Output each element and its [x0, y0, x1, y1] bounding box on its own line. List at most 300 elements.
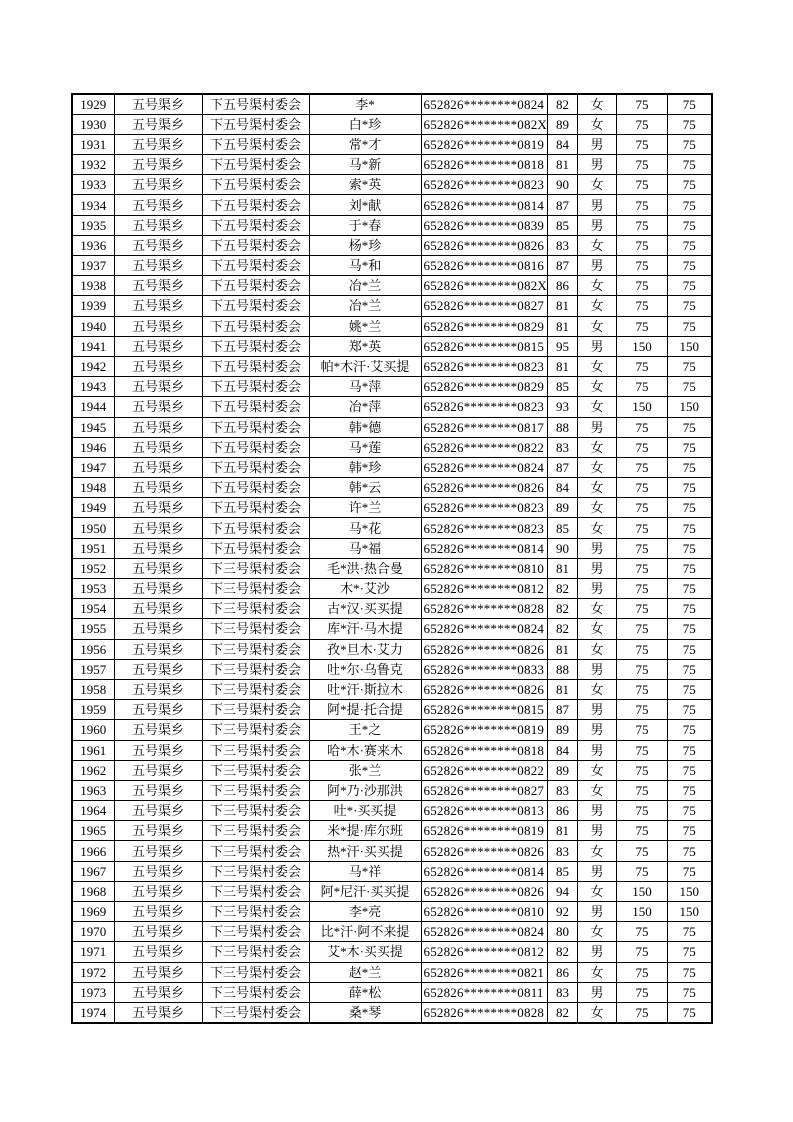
- cell-serial: 1969: [72, 902, 114, 922]
- cell-id_number: 652826********0823: [421, 397, 548, 417]
- cell-name: 李*: [309, 94, 421, 114]
- cell-gender: 女: [578, 94, 617, 114]
- cell-village: 下五号渠村委会: [202, 417, 309, 437]
- cell-amount_2: 75: [668, 720, 712, 740]
- cell-gender: 男: [578, 720, 617, 740]
- table-row: [72, 215, 712, 235]
- cell-age: 93: [548, 397, 578, 417]
- cell-township: 五号渠乡: [114, 316, 202, 336]
- cell-amount_1: 75: [617, 316, 668, 336]
- cell-serial: 1945: [72, 417, 114, 437]
- cell-village: 下三号渠村委会: [202, 861, 309, 881]
- cell-name: 吐*汗·斯拉木: [309, 679, 421, 699]
- cell-township: 五号渠乡: [114, 478, 202, 498]
- cell-village: 下三号渠村委会: [202, 639, 309, 659]
- cell-village: 下五号渠村委会: [202, 175, 309, 195]
- cell-name: 马*花: [309, 518, 421, 538]
- table-row: [72, 134, 712, 154]
- cell-amount_2: 75: [668, 740, 712, 760]
- cell-amount_1: 75: [617, 720, 668, 740]
- cell-township: 五号渠乡: [114, 579, 202, 599]
- cell-serial: 1974: [72, 1002, 114, 1022]
- cell-gender: 男: [578, 538, 617, 558]
- cell-id_number: 652826********0822: [421, 760, 548, 780]
- cell-serial: 1960: [72, 720, 114, 740]
- cell-village: 下三号渠村委会: [202, 619, 309, 639]
- cell-gender: 女: [578, 639, 617, 659]
- table-row: [72, 599, 712, 619]
- cell-township: 五号渠乡: [114, 175, 202, 195]
- cell-village: 下五号渠村委会: [202, 316, 309, 336]
- cell-name: 韩*云: [309, 478, 421, 498]
- cell-amount_2: 75: [668, 639, 712, 659]
- cell-amount_1: 75: [617, 659, 668, 679]
- cell-id_number: 652826********0810: [421, 902, 548, 922]
- cell-name: 马*莲: [309, 437, 421, 457]
- cell-amount_2: 75: [668, 114, 712, 134]
- cell-age: 84: [548, 478, 578, 498]
- cell-amount_1: 75: [617, 679, 668, 699]
- cell-gender: 女: [578, 679, 617, 699]
- cell-serial: 1961: [72, 740, 114, 760]
- cell-age: 86: [548, 801, 578, 821]
- cell-age: 85: [548, 215, 578, 235]
- cell-village: 下五号渠村委会: [202, 296, 309, 316]
- cell-age: 87: [548, 195, 578, 215]
- table-row: [72, 356, 712, 376]
- cell-amount_1: 150: [617, 902, 668, 922]
- cell-id_number: 652826********0826: [421, 235, 548, 255]
- cell-serial: 1937: [72, 256, 114, 276]
- cell-age: 87: [548, 256, 578, 276]
- cell-amount_2: 75: [668, 276, 712, 296]
- cell-village: 下五号渠村委会: [202, 276, 309, 296]
- cell-amount_1: 150: [617, 336, 668, 356]
- cell-amount_2: 75: [668, 437, 712, 457]
- cell-amount_2: 75: [668, 679, 712, 699]
- cell-age: 82: [548, 619, 578, 639]
- table-row: [72, 538, 712, 558]
- cell-township: 五号渠乡: [114, 982, 202, 1002]
- cell-amount_2: 75: [668, 659, 712, 679]
- cell-name: 刘*献: [309, 195, 421, 215]
- cell-serial: 1956: [72, 639, 114, 659]
- cell-township: 五号渠乡: [114, 498, 202, 518]
- cell-age: 88: [548, 417, 578, 437]
- cell-village: 下三号渠村委会: [202, 962, 309, 982]
- cell-gender: 男: [578, 417, 617, 437]
- cell-township: 五号渠乡: [114, 336, 202, 356]
- cell-township: 五号渠乡: [114, 276, 202, 296]
- cell-village: 下三号渠村委会: [202, 760, 309, 780]
- cell-gender: 女: [578, 437, 617, 457]
- cell-age: 81: [548, 679, 578, 699]
- cell-amount_1: 75: [617, 538, 668, 558]
- cell-amount_2: 75: [668, 861, 712, 881]
- cell-gender: 女: [578, 841, 617, 861]
- cell-amount_1: 150: [617, 397, 668, 417]
- cell-amount_1: 75: [617, 801, 668, 821]
- cell-township: 五号渠乡: [114, 922, 202, 942]
- cell-village: 下三号渠村委会: [202, 942, 309, 962]
- cell-township: 五号渠乡: [114, 861, 202, 881]
- cell-amount_1: 75: [617, 256, 668, 276]
- cell-township: 五号渠乡: [114, 134, 202, 154]
- cell-serial: 1941: [72, 336, 114, 356]
- cell-gender: 女: [578, 457, 617, 477]
- beneficiary-table: [71, 93, 713, 1024]
- cell-serial: 1930: [72, 114, 114, 134]
- cell-name: 阿*尼汗·买买提: [309, 881, 421, 901]
- cell-id_number: 652826********0812: [421, 579, 548, 599]
- cell-amount_1: 75: [617, 276, 668, 296]
- cell-id_number: 652826********0814: [421, 861, 548, 881]
- cell-village: 下五号渠村委会: [202, 155, 309, 175]
- cell-township: 五号渠乡: [114, 619, 202, 639]
- cell-id_number: 652826********0833: [421, 659, 548, 679]
- cell-serial: 1943: [72, 377, 114, 397]
- cell-age: 84: [548, 134, 578, 154]
- cell-township: 五号渠乡: [114, 94, 202, 114]
- cell-amount_1: 75: [617, 478, 668, 498]
- cell-name: 帕*木汗·艾买提: [309, 356, 421, 376]
- cell-name: 韩*珍: [309, 457, 421, 477]
- table-row: [72, 296, 712, 316]
- cell-amount_2: 75: [668, 700, 712, 720]
- cell-amount_2: 75: [668, 498, 712, 518]
- cell-name: 王*之: [309, 720, 421, 740]
- cell-age: 88: [548, 659, 578, 679]
- cell-age: 90: [548, 538, 578, 558]
- table-row: [72, 821, 712, 841]
- cell-amount_2: 75: [668, 922, 712, 942]
- cell-name: 常*才: [309, 134, 421, 154]
- cell-amount_1: 75: [617, 94, 668, 114]
- table-row: [72, 902, 712, 922]
- cell-village: 下三号渠村委会: [202, 558, 309, 578]
- cell-township: 五号渠乡: [114, 962, 202, 982]
- cell-name: 张*兰: [309, 760, 421, 780]
- table-row: [72, 982, 712, 1002]
- cell-amount_1: 75: [617, 296, 668, 316]
- cell-village: 下五号渠村委会: [202, 235, 309, 255]
- cell-amount_2: 75: [668, 296, 712, 316]
- cell-village: 下五号渠村委会: [202, 377, 309, 397]
- cell-serial: 1955: [72, 619, 114, 639]
- cell-gender: 男: [578, 902, 617, 922]
- cell-amount_1: 75: [617, 599, 668, 619]
- cell-name: 赵*兰: [309, 962, 421, 982]
- cell-id_number: 652826********0826: [421, 478, 548, 498]
- cell-township: 五号渠乡: [114, 215, 202, 235]
- cell-amount_2: 75: [668, 760, 712, 780]
- cell-gender: 女: [578, 518, 617, 538]
- cell-gender: 女: [578, 962, 617, 982]
- cell-name: 米*提·库尔班: [309, 821, 421, 841]
- cell-amount_1: 75: [617, 579, 668, 599]
- cell-name: 哈*木·赛来木: [309, 740, 421, 760]
- table-row: [72, 518, 712, 538]
- cell-amount_1: 75: [617, 457, 668, 477]
- cell-serial: 1940: [72, 316, 114, 336]
- cell-amount_2: 75: [668, 235, 712, 255]
- cell-name: 冶*兰: [309, 276, 421, 296]
- cell-name: 古*汉·买买提: [309, 599, 421, 619]
- cell-gender: 女: [578, 780, 617, 800]
- cell-age: 82: [548, 942, 578, 962]
- cell-gender: 男: [578, 700, 617, 720]
- table-row: [72, 114, 712, 134]
- cell-amount_1: 75: [617, 134, 668, 154]
- cell-gender: 男: [578, 155, 617, 175]
- cell-village: 下五号渠村委会: [202, 457, 309, 477]
- table-row: [72, 498, 712, 518]
- cell-amount_2: 75: [668, 962, 712, 982]
- cell-gender: 女: [578, 377, 617, 397]
- cell-amount_2: 75: [668, 356, 712, 376]
- cell-amount_2: 75: [668, 155, 712, 175]
- cell-amount_1: 75: [617, 922, 668, 942]
- cell-serial: 1950: [72, 518, 114, 538]
- cell-amount_1: 75: [617, 780, 668, 800]
- cell-amount_1: 75: [617, 619, 668, 639]
- cell-village: 下五号渠村委会: [202, 336, 309, 356]
- cell-amount_2: 75: [668, 579, 712, 599]
- cell-serial: 1968: [72, 881, 114, 901]
- cell-gender: 女: [578, 599, 617, 619]
- cell-serial: 1933: [72, 175, 114, 195]
- cell-name: 杨*珍: [309, 235, 421, 255]
- cell-name: 吐*·买买提: [309, 801, 421, 821]
- table-row: [72, 942, 712, 962]
- cell-village: 下五号渠村委会: [202, 498, 309, 518]
- cell-age: 85: [548, 861, 578, 881]
- cell-age: 85: [548, 518, 578, 538]
- cell-amount_1: 75: [617, 982, 668, 1002]
- cell-id_number: 652826********0815: [421, 336, 548, 356]
- cell-amount_2: 75: [668, 982, 712, 1002]
- cell-age: 94: [548, 881, 578, 901]
- cell-id_number: 652826********0826: [421, 639, 548, 659]
- cell-age: 83: [548, 982, 578, 1002]
- cell-age: 90: [548, 175, 578, 195]
- cell-id_number: 652826********0828: [421, 599, 548, 619]
- cell-serial: 1929: [72, 94, 114, 114]
- cell-id_number: 652826********0827: [421, 296, 548, 316]
- cell-age: 87: [548, 700, 578, 720]
- cell-township: 五号渠乡: [114, 881, 202, 901]
- cell-serial: 1938: [72, 276, 114, 296]
- cell-township: 五号渠乡: [114, 235, 202, 255]
- cell-gender: 女: [578, 619, 617, 639]
- cell-id_number: 652826********0839: [421, 215, 548, 235]
- table-row: [72, 881, 712, 901]
- table-row: [72, 397, 712, 417]
- cell-amount_1: 75: [617, 942, 668, 962]
- cell-amount_1: 75: [617, 518, 668, 538]
- table-row: [72, 720, 712, 740]
- cell-township: 五号渠乡: [114, 720, 202, 740]
- table-row: [72, 478, 712, 498]
- cell-gender: 男: [578, 134, 617, 154]
- cell-amount_1: 75: [617, 195, 668, 215]
- cell-age: 82: [548, 599, 578, 619]
- cell-township: 五号渠乡: [114, 801, 202, 821]
- table-row: [72, 155, 712, 175]
- cell-serial: 1966: [72, 841, 114, 861]
- cell-name: 白*珍: [309, 114, 421, 134]
- table-row: [72, 417, 712, 437]
- cell-name: 郑*英: [309, 336, 421, 356]
- cell-amount_2: 75: [668, 478, 712, 498]
- cell-amount_2: 75: [668, 215, 712, 235]
- cell-amount_2: 75: [668, 599, 712, 619]
- cell-township: 五号渠乡: [114, 296, 202, 316]
- cell-amount_2: 75: [668, 134, 712, 154]
- cell-gender: 男: [578, 256, 617, 276]
- cell-gender: 男: [578, 801, 617, 821]
- cell-serial: 1962: [72, 760, 114, 780]
- cell-id_number: 652826********0824: [421, 94, 548, 114]
- cell-id_number: 652826********0827: [421, 780, 548, 800]
- cell-id_number: 652826********0823: [421, 175, 548, 195]
- cell-village: 下五号渠村委会: [202, 518, 309, 538]
- cell-name: 薛*松: [309, 982, 421, 1002]
- cell-amount_2: 75: [668, 1002, 712, 1022]
- cell-serial: 1957: [72, 659, 114, 679]
- cell-id_number: 652826********082X: [421, 276, 548, 296]
- cell-amount_2: 150: [668, 902, 712, 922]
- cell-age: 81: [548, 356, 578, 376]
- cell-age: 81: [548, 316, 578, 336]
- cell-gender: 女: [578, 296, 617, 316]
- cell-gender: 女: [578, 356, 617, 376]
- cell-age: 83: [548, 780, 578, 800]
- cell-name: 热*汗·买买提: [309, 841, 421, 861]
- cell-age: 89: [548, 760, 578, 780]
- cell-gender: 男: [578, 195, 617, 215]
- cell-serial: 1971: [72, 942, 114, 962]
- cell-id_number: 652826********0828: [421, 1002, 548, 1022]
- cell-name: 姚*兰: [309, 316, 421, 336]
- cell-id_number: 652826********0816: [421, 256, 548, 276]
- cell-township: 五号渠乡: [114, 700, 202, 720]
- cell-age: 81: [548, 296, 578, 316]
- cell-amount_1: 75: [617, 498, 668, 518]
- cell-amount_2: 75: [668, 256, 712, 276]
- cell-serial: 1965: [72, 821, 114, 841]
- cell-gender: 女: [578, 498, 617, 518]
- cell-age: 92: [548, 902, 578, 922]
- cell-village: 下三号渠村委会: [202, 780, 309, 800]
- cell-id_number: 652826********0819: [421, 821, 548, 841]
- table-row: [72, 700, 712, 720]
- cell-amount_2: 150: [668, 881, 712, 901]
- cell-id_number: 652826********0814: [421, 195, 548, 215]
- cell-township: 五号渠乡: [114, 558, 202, 578]
- table-row: [72, 235, 712, 255]
- cell-village: 下五号渠村委会: [202, 478, 309, 498]
- cell-name: 许*兰: [309, 498, 421, 518]
- cell-age: 83: [548, 437, 578, 457]
- cell-serial: 1949: [72, 498, 114, 518]
- cell-gender: 男: [578, 558, 617, 578]
- cell-village: 下三号渠村委会: [202, 599, 309, 619]
- cell-gender: 女: [578, 397, 617, 417]
- table-row: [72, 256, 712, 276]
- cell-village: 下三号渠村委会: [202, 841, 309, 861]
- cell-serial: 1954: [72, 599, 114, 619]
- cell-township: 五号渠乡: [114, 821, 202, 841]
- cell-amount_2: 75: [668, 780, 712, 800]
- cell-name: 阿*乃·沙那洪: [309, 780, 421, 800]
- cell-gender: 男: [578, 336, 617, 356]
- cell-gender: 女: [578, 1002, 617, 1022]
- cell-serial: 1936: [72, 235, 114, 255]
- cell-village: 下三号渠村委会: [202, 982, 309, 1002]
- cell-amount_1: 75: [617, 155, 668, 175]
- table-row: [72, 619, 712, 639]
- cell-amount_1: 75: [617, 841, 668, 861]
- cell-id_number: 652826********0826: [421, 881, 548, 901]
- cell-name: 马*福: [309, 538, 421, 558]
- cell-amount_2: 75: [668, 457, 712, 477]
- cell-serial: 1931: [72, 134, 114, 154]
- cell-amount_1: 75: [617, 175, 668, 195]
- cell-name: 马*萍: [309, 377, 421, 397]
- cell-village: 下五号渠村委会: [202, 256, 309, 276]
- cell-age: 82: [548, 1002, 578, 1022]
- cell-amount_2: 75: [668, 841, 712, 861]
- cell-amount_1: 75: [617, 356, 668, 376]
- cell-id_number: 652826********0810: [421, 558, 548, 578]
- cell-amount_2: 75: [668, 417, 712, 437]
- cell-amount_1: 75: [617, 740, 668, 760]
- cell-village: 下三号渠村委会: [202, 821, 309, 841]
- cell-serial: 1951: [72, 538, 114, 558]
- cell-amount_2: 75: [668, 316, 712, 336]
- cell-township: 五号渠乡: [114, 760, 202, 780]
- cell-village: 下五号渠村委会: [202, 397, 309, 417]
- table-row: [72, 740, 712, 760]
- cell-township: 五号渠乡: [114, 942, 202, 962]
- cell-age: 86: [548, 962, 578, 982]
- cell-amount_1: 150: [617, 881, 668, 901]
- cell-village: 下三号渠村委会: [202, 579, 309, 599]
- cell-amount_2: 75: [668, 558, 712, 578]
- cell-gender: 男: [578, 215, 617, 235]
- cell-amount_2: 75: [668, 821, 712, 841]
- cell-serial: 1959: [72, 700, 114, 720]
- cell-village: 下五号渠村委会: [202, 538, 309, 558]
- cell-name: 艾*木·买买提: [309, 942, 421, 962]
- cell-village: 下三号渠村委会: [202, 740, 309, 760]
- cell-serial: 1948: [72, 478, 114, 498]
- cell-id_number: 652826********0823: [421, 356, 548, 376]
- cell-township: 五号渠乡: [114, 457, 202, 477]
- table-row: [72, 679, 712, 699]
- cell-gender: 男: [578, 942, 617, 962]
- cell-gender: 女: [578, 175, 617, 195]
- cell-village: 下五号渠村委会: [202, 94, 309, 114]
- table-row: [72, 841, 712, 861]
- cell-age: 83: [548, 841, 578, 861]
- cell-amount_1: 75: [617, 861, 668, 881]
- cell-amount_1: 75: [617, 417, 668, 437]
- cell-village: 下三号渠村委会: [202, 679, 309, 699]
- cell-amount_1: 75: [617, 1002, 668, 1022]
- cell-gender: 女: [578, 478, 617, 498]
